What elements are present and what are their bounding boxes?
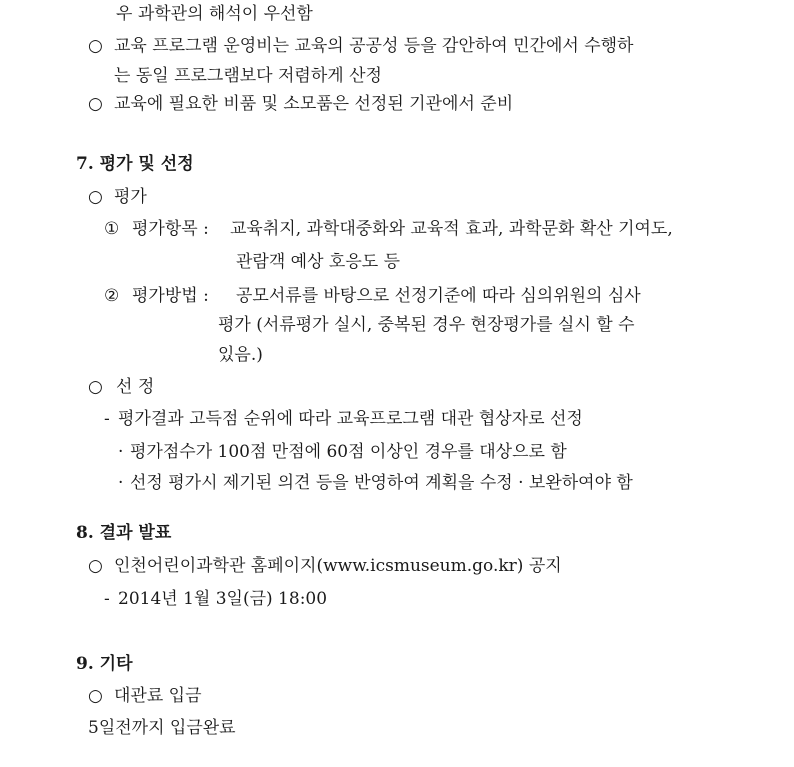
selection-sub-2: 선정 평가시 제기된 의견 등을 반영하여 계획을 수정 · 보완하여야 함 [130, 473, 633, 493]
fee-label: 대관료 입금 [114, 686, 202, 706]
prev-item-3-text: 교육에 필요한 비품 및 소모품은 선정된 기관에서 준비 [114, 94, 514, 114]
selection-text: 평가결과 고득점 순위에 따라 교육프로그램 대관 협상자로 선정 [118, 409, 583, 429]
criteria-2-line-2: 평가 (서류평가 실시, 중복된 경우 현장평가를 실시 할 수 [218, 315, 635, 335]
prev-item-2-line-1: 교육 프로그램 운영비는 교육의 공공성 등을 감안하여 민간에서 수행하 [114, 36, 634, 56]
prev-line-1: 우 과학관의 해석이 우선함 [116, 4, 313, 24]
criteria-2-label: 평가방법 : [132, 286, 209, 306]
result-notice: 인천어린이과학관 홈페이지(www.icsmuseum.go.kr) 공지 [114, 556, 562, 576]
selection-sub-1: 평가점수가 100점 만점에 60점 이상인 경우를 대상으로 함 [130, 442, 567, 462]
selection-label: 선 정 [116, 377, 155, 397]
prev-item-2-line-2: 는 동일 프로그램보다 저렴하게 산정 [114, 66, 382, 86]
criteria-2-line-1: 공모서류를 바탕으로 선정기준에 따라 심의위원의 심사 [236, 286, 641, 306]
prev-item-2-bullet: ○ [88, 36, 103, 56]
selection-sub-2-dot: · [118, 473, 124, 493]
criteria-1-line-1: 교육취지, 과학대중화와 교육적 효과, 과학문화 확산 기여도, [230, 219, 673, 239]
criteria-1-number: ① [104, 219, 120, 239]
result-bullet: ○ [88, 556, 103, 576]
fee-note: 5일전까지 입금완료 [88, 718, 236, 738]
criteria-2-number: ② [104, 286, 120, 306]
eval-bullet: ○ [88, 187, 103, 207]
criteria-1-label: 평가항목 : [132, 219, 209, 239]
criteria-1-line-2: 관람객 예상 호응도 등 [236, 252, 401, 272]
fee-bullet: ○ [88, 686, 103, 706]
result-date: 2014년 1월 3일(금) 18:00 [118, 589, 328, 609]
prev-item-3-bullet: ○ [88, 94, 103, 114]
section-7-heading: 7. 평가 및 선정 [76, 154, 194, 174]
section-9-heading: 9. 기타 [76, 654, 133, 674]
selection-sub-1-dot: · [118, 442, 124, 462]
result-dash: - [104, 589, 110, 609]
section-8-heading: 8. 결과 발표 [76, 523, 172, 543]
criteria-2-line-3: 있음.) [218, 345, 263, 365]
eval-label: 평가 [114, 187, 147, 207]
selection-dash: - [104, 409, 110, 429]
selection-bullet: ○ [88, 377, 103, 397]
